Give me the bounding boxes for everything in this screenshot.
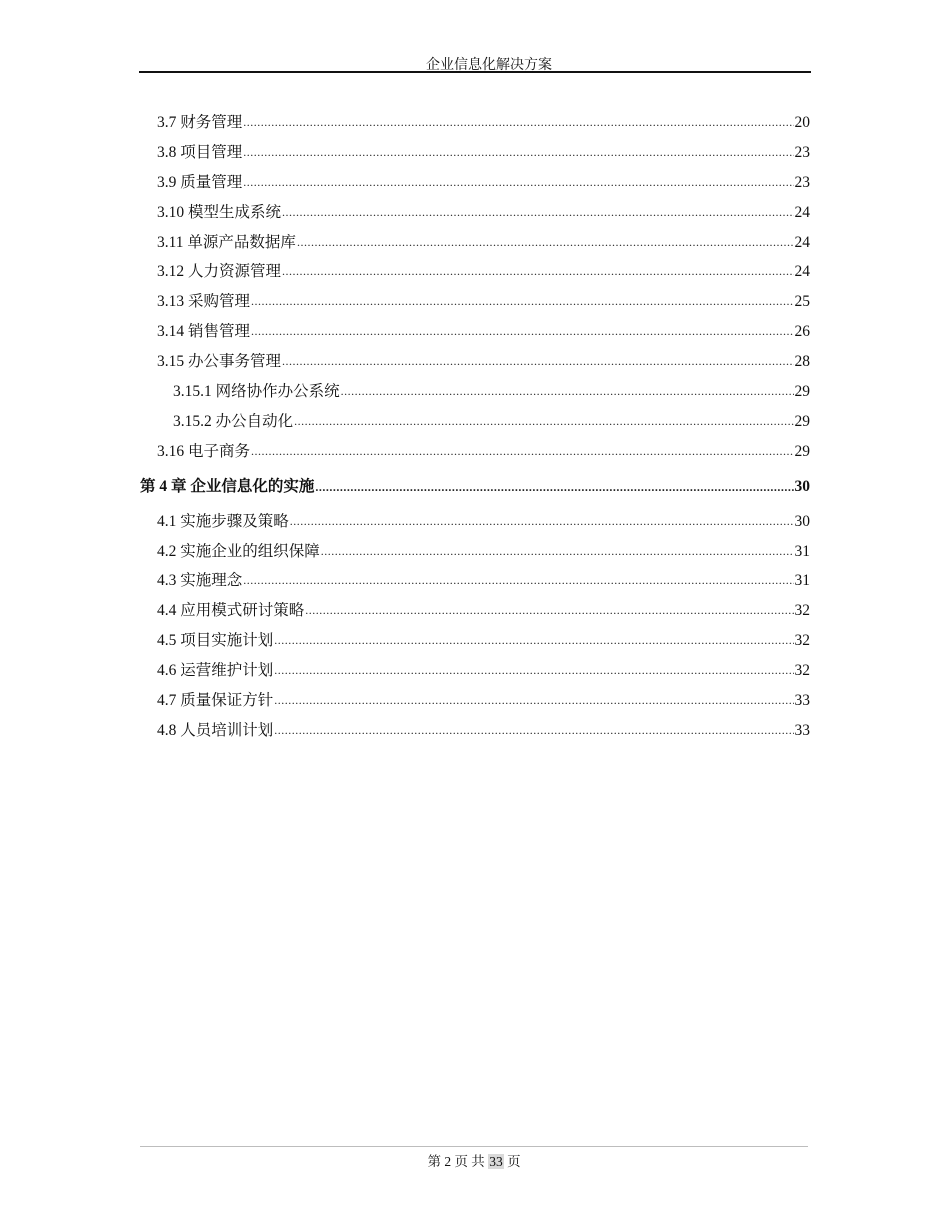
toc-entry-page-number: 29 (794, 383, 810, 400)
toc-entry-label: 4.1 实施步骤及策略 (157, 512, 289, 530)
toc-entry-page-number: 28 (794, 353, 810, 371)
toc-entry-label: 4.7 质量保证方针 (157, 692, 274, 710)
footer-page-middle: 页 共 (454, 1154, 485, 1169)
toc-entry-page-number: 32 (794, 602, 810, 620)
footer-divider (140, 1146, 808, 1147)
toc-entry-page-number: 24 (794, 263, 810, 281)
toc-entry[interactable] (140, 437, 810, 467)
toc-chapter-entry[interactable] (140, 467, 810, 507)
toc-entry[interactable] (140, 407, 810, 437)
toc-entry[interactable] (140, 108, 810, 138)
toc-entry-page-number: 26 (794, 323, 810, 341)
toc-entry-page-number: 25 (794, 293, 810, 311)
toc-entry-page-number: 20 (794, 113, 810, 131)
toc-entry-label: 第 4 章 企业信息化的实施 (140, 477, 315, 495)
toc-entry-label: 4.6 运营维护计划 (157, 662, 274, 680)
toc-dot-leader (251, 437, 793, 467)
toc-entry-label: 3.14 销售管理 (157, 323, 251, 341)
page-header-title: 企业信息化解决方案 (426, 58, 552, 73)
footer-page-prefix: 第 (427, 1154, 441, 1169)
toc-entry[interactable] (140, 626, 810, 656)
toc-dot-leader (251, 317, 793, 347)
toc-dot-leader (274, 626, 793, 656)
toc-entry[interactable] (140, 228, 810, 258)
toc-entry-label: 3.7 财务管理 (157, 113, 243, 131)
toc-entry-label: 3.16 电子商务 (157, 442, 251, 460)
toc-entry-label: 3.15.1 网络协作办公系统 (173, 383, 340, 400)
toc-entry-label: 3.12 人力资源管理 (157, 263, 282, 281)
toc-entry-page-number: 24 (794, 203, 810, 221)
toc-entry[interactable] (140, 377, 810, 407)
toc-entry[interactable] (140, 198, 810, 228)
toc-entry-label: 3.9 质量管理 (157, 173, 243, 191)
footer-page-suffix: 页 (507, 1154, 521, 1169)
toc-entry-label: 4.2 实施企业的组织保障 (157, 542, 320, 560)
toc-dot-leader (341, 377, 794, 407)
toc-dot-leader (243, 108, 793, 138)
toc-entry-page-number: 31 (794, 572, 810, 590)
toc-dot-leader (305, 596, 793, 626)
toc-entry-page-number: 32 (794, 632, 810, 650)
toc-dot-leader (274, 716, 793, 746)
toc-entry[interactable] (140, 168, 810, 198)
toc-entry-page-number: 31 (794, 542, 810, 560)
toc-entry-label: 4.3 实施理念 (157, 572, 243, 590)
toc-entry[interactable] (140, 537, 810, 567)
toc-dot-leader (321, 537, 794, 567)
toc-dot-leader (243, 566, 793, 596)
toc-entry-page-number: 29 (794, 412, 810, 430)
table-of-contents (140, 108, 810, 746)
toc-entry-label: 3.15.2 办公自动化 (173, 412, 294, 430)
header-divider (139, 71, 811, 73)
toc-entry[interactable] (140, 347, 810, 377)
toc-entry-label: 4.5 项目实施计划 (157, 632, 274, 650)
toc-dot-leader (282, 198, 793, 228)
toc-dot-leader (315, 467, 793, 507)
toc-dot-leader (243, 168, 793, 198)
toc-entry[interactable] (140, 566, 810, 596)
toc-entry-page-number: 23 (794, 143, 810, 161)
toc-entry-label: 3.15 办公事务管理 (157, 353, 282, 371)
toc-entry-page-number: 30 (794, 512, 810, 530)
toc-entry-page-number: 33 (794, 721, 810, 739)
toc-entry[interactable] (140, 287, 810, 317)
toc-dot-leader (251, 287, 793, 317)
toc-dot-leader (282, 347, 793, 377)
toc-entry-page-number: 32 (794, 662, 810, 680)
toc-dot-leader (274, 686, 793, 716)
toc-entry-page-number: 33 (794, 692, 810, 710)
toc-entry-page-number: 24 (794, 233, 810, 251)
toc-entry-label: 4.8 人员培训计划 (157, 721, 274, 739)
toc-entry[interactable] (140, 686, 810, 716)
toc-entry-label: 4.4 应用模式研讨策略 (157, 602, 305, 620)
toc-entry[interactable] (140, 138, 810, 168)
toc-entry[interactable] (140, 656, 810, 686)
toc-dot-leader (274, 656, 793, 686)
toc-entry-page-number: 30 (794, 477, 810, 495)
toc-entry[interactable] (140, 317, 810, 347)
page-footer (140, 1150, 808, 1170)
toc-dot-leader (297, 228, 794, 258)
toc-entry[interactable] (140, 716, 810, 746)
toc-entry[interactable] (140, 507, 810, 537)
footer-current-page: 2 (444, 1154, 452, 1169)
toc-entry-page-number: 23 (794, 173, 810, 191)
toc-dot-leader (243, 138, 793, 168)
toc-entry-label: 3.13 采购管理 (157, 293, 251, 311)
toc-entry-label: 3.11 单源产品数据库 (157, 233, 296, 251)
toc-entry[interactable] (140, 596, 810, 626)
toc-dot-leader (282, 257, 793, 287)
toc-entry-label: 3.8 项目管理 (157, 143, 243, 161)
toc-entry-label: 3.10 模型生成系统 (157, 203, 282, 221)
toc-dot-leader (294, 407, 793, 437)
toc-entry[interactable] (140, 257, 810, 287)
toc-entry-page-number: 29 (794, 442, 810, 460)
footer-total-pages: 33 (489, 1154, 503, 1169)
toc-dot-leader (290, 507, 794, 537)
